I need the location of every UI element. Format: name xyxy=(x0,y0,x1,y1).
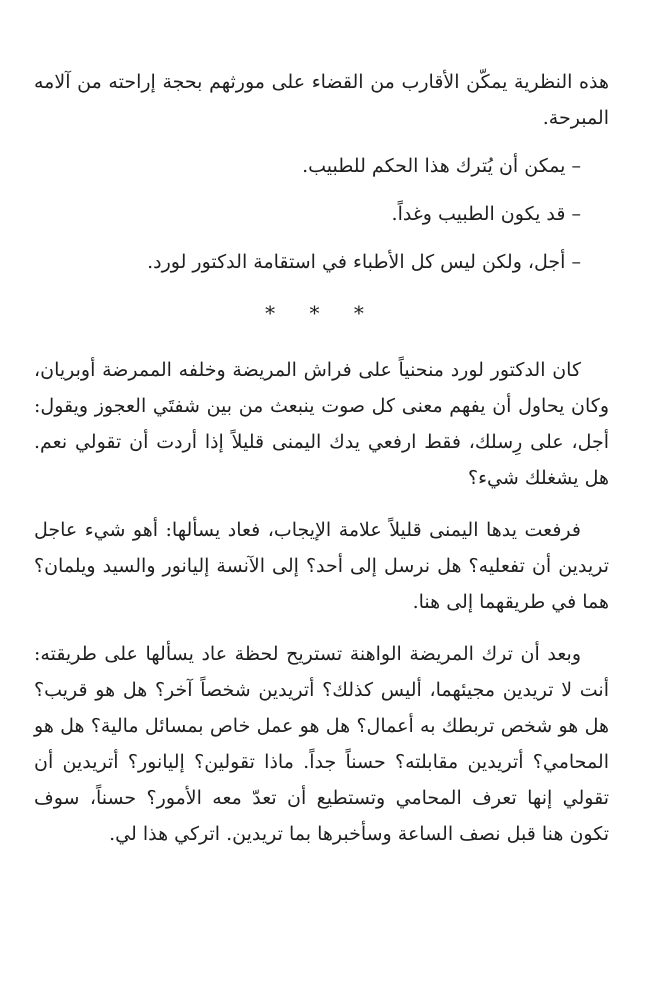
dialog-line-3: – أجل، ولكن ليس كل الأطباء في استقامة الدكتور لورد. xyxy=(147,251,581,273)
paragraph-response: فرفعت يدها اليمنى قليلاً علامة الإيجاب، فعاد يسألها: أهو شيء عاجل تريدين أن تفعليه؟ هل نرسل إلى أحد؟ إلى الآنسة إليانور والسيد ويلمان؟ هما في طريقهما إلى هنا. xyxy=(34,519,610,613)
paragraph-doctor: كان الدكتور لورد منحنياً على فراش المريضة وخلفه الممرضة أوبريان، وكان يحاول أن يفهم معنى كل صوت ينبعث من بين شفتَي العجوز ويقول: أجل، على رِسلك، فقط ارفعي يدك اليمنى قليلاً إذا أردت أن تقولي نعم. هل يشغلك شيء؟ xyxy=(34,359,609,489)
paragraph-intro: هذه النظرية يمكّن الأقارب من القضاء على مورثهم بحجة إراحته من آلامه المبرحة. xyxy=(34,71,609,129)
dialog-line-2: – قد يكون الطبيب وغداً. xyxy=(391,203,581,225)
dialog-line-1: – يمكن أن يُترك هذا الحكم للطبيب. xyxy=(302,155,581,177)
paragraph-questions: وبعد أن ترك المريضة الواهنة تستريح لحظة عاد يسألها على طريقته: أنت لا تريدين مجيئهما، أليس كذلك؟ أتريدين شخصاً آخر؟ هل هو قريب؟ هل هو شخص تربطك به أعمال؟ هل هو عمل خاص بمسائل مالية؟ هل هو المحامي؟ أتريدين مقابلته؟ حسناً جداً. ماذا تقولين؟ إليانور؟ أتريدين أن تقولي إنها تعرف المحامي وتستطيع أن تعدّ معه الأمور؟ حسناً، سوف تكون هنا قبل نصف الساعة وسأخبرها بما تريدين. اتركي هذا لي. xyxy=(34,643,609,845)
section-divider: * * * xyxy=(265,301,378,325)
